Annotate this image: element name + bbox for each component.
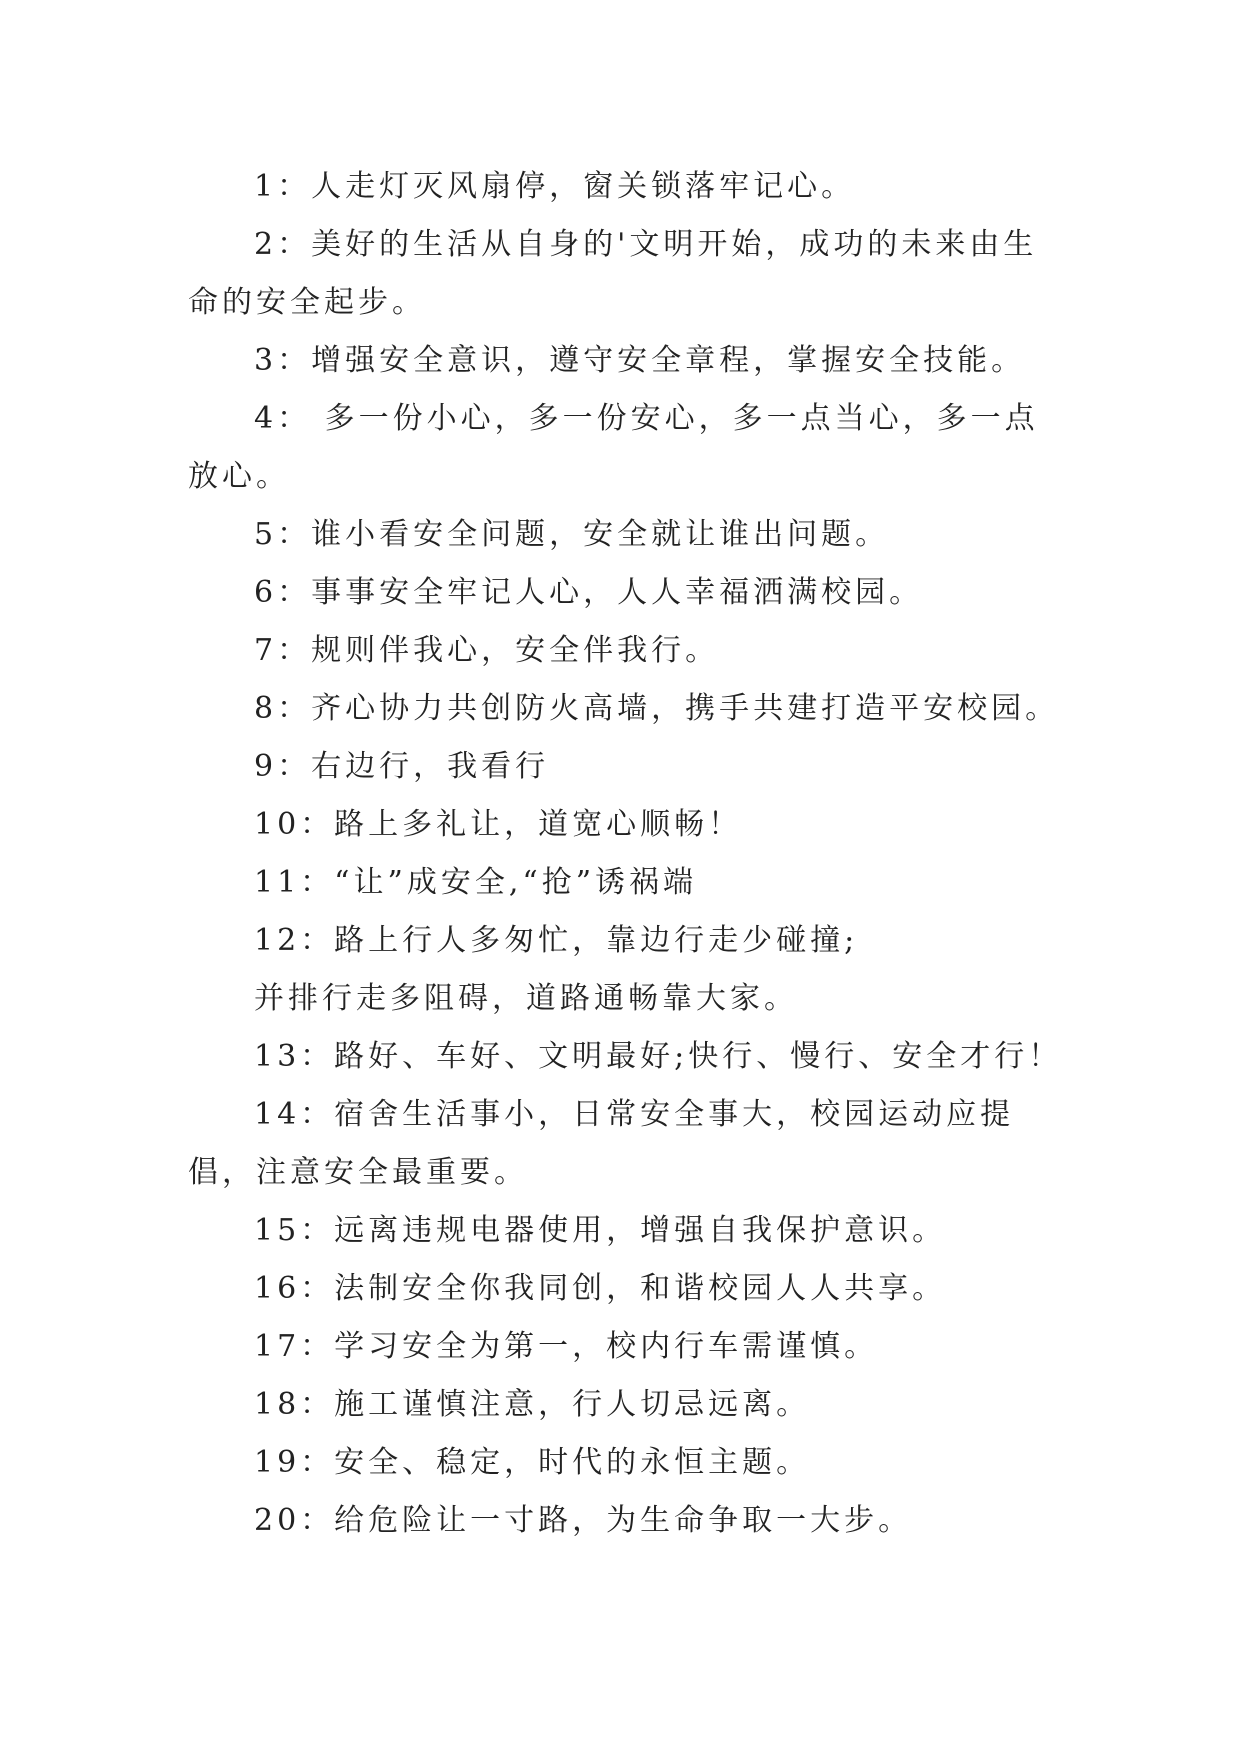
slogan-16: 16：法制安全你我同创，和谐校园人人共享。	[254, 1271, 947, 1306]
slogan-14: 14：宿舍生活事小，日常安全事大，校园运动应提倡，注意安全最重要。	[188, 1097, 1015, 1190]
slogan-4: 4： 多一份小心，多一份安心，多一点当心，多一点放心。	[188, 401, 1039, 494]
slogan-19: 19：安全、稳定，时代的永恒主题。	[254, 1445, 811, 1480]
document-body	[188, 158, 1068, 1550]
slogan-17: 17：学习安全为第一，校内行车需谨慎。	[254, 1329, 879, 1364]
slogan-18: 18：施工谨慎注意，行人切忌远离。	[254, 1387, 811, 1422]
slogan-15: 15：远离违规电器使用，增强自我保护意识。	[254, 1213, 947, 1248]
slogan-11: 11：“让”成安全,“抢”诱祸端	[254, 865, 698, 900]
slogan-6: 6：事事安全牢记人心，人人幸福洒满校园。	[254, 575, 924, 610]
slogan-1: 1：人走灯灭风扇停，窗关锁落牢记心。	[254, 169, 856, 204]
slogan-8: 8：齐心协力共创防火高墙，携手共建打造平安校园。	[254, 691, 1060, 726]
slogan-12: 12：路上行人多匆忙，靠边行走少碰撞;	[254, 923, 859, 958]
slogan-10: 10：路上多礼让，道宽心顺畅！	[254, 807, 743, 842]
slogan-3: 3：增强安全意识，遵守安全章程，掌握安全技能。	[254, 343, 1026, 378]
slogan-7: 7：规则伴我心，安全伴我行。	[254, 633, 720, 668]
slogan-5: 5：谁小看安全问题，安全就让谁出问题。	[254, 517, 890, 552]
slogan-9: 9：右边行，我看行	[254, 749, 550, 784]
slogan-12-continued: 并排行走多阻碍，道路通畅靠大家。	[254, 981, 798, 1016]
slogan-13: 13：路好、车好、文明最好;快行、慢行、安全才行！	[254, 1039, 1063, 1074]
slogan-2: 2：美好的生活从自身的'文明开始，成功的未来由生命的安全起步。	[188, 227, 1038, 320]
slogan-20: 20：给危险让一寸路，为生命争取一大步。	[254, 1503, 913, 1538]
